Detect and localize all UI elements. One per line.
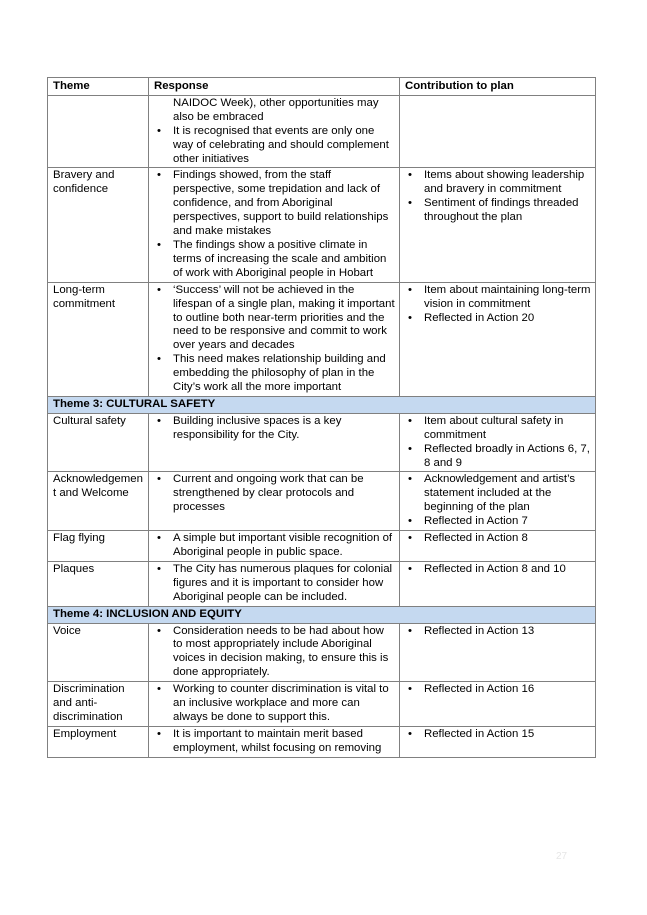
table-row: [48, 561, 596, 606]
contribution-list: [405, 473, 591, 529]
contribution-item: • Reflected in Action 13: [405, 625, 591, 639]
response-list: [154, 563, 395, 605]
contribution-cell: [400, 168, 596, 282]
theme-cell: Discrimination and anti-discrimination: [48, 682, 149, 727]
theme-heading-row: [48, 606, 596, 623]
table-row: [48, 472, 596, 531]
response-list: [154, 532, 395, 560]
theme-heading: Theme 4: INCLUSION AND EQUITY: [48, 606, 596, 623]
response-cell: [149, 472, 400, 531]
response-list: [154, 625, 395, 681]
table-header-row: [48, 78, 596, 96]
response-cell: [149, 726, 400, 757]
response-list: [154, 473, 395, 515]
response-cell: [149, 413, 400, 472]
contribution-item: • Reflected in Action 8 and 10: [405, 563, 591, 577]
contribution-cell: [400, 472, 596, 531]
contribution-cell: [400, 623, 596, 682]
table-row: [48, 413, 596, 472]
theme-cell: Cultural safety: [48, 413, 149, 472]
contribution-list: [405, 563, 591, 577]
response-item: • ‘Success’ will not be achieved in the lifespan of a single plan, making it important to outline both near-term priorities and the need to be responsive and commit to work over years and decades: [154, 284, 395, 354]
contribution-cell: [400, 561, 596, 606]
theme-cell: Flag flying: [48, 531, 149, 562]
response-list: [154, 683, 395, 725]
theme-heading: Theme 3: CULTURAL SAFETY: [48, 396, 596, 413]
contribution-item: • Acknowledgement and artist’s statement included at the beginning of the plan: [405, 473, 591, 515]
theme-cell: Employment: [48, 726, 149, 757]
response-item: • It is recognised that events are only one way of celebrating and should complement other initiatives: [154, 125, 395, 167]
response-cell: [149, 682, 400, 727]
table-row: [48, 531, 596, 562]
response-item: • The findings show a positive climate in terms of increasing the scale and ambition of work with Aboriginal people in Hobart: [154, 239, 395, 281]
response-list: [154, 728, 395, 756]
response-cell: [149, 623, 400, 682]
theme-cell: [48, 95, 149, 168]
response-item: NAIDOC Week), other opportunities may also be embraced: [173, 96, 379, 123]
response-item: • This need makes relationship building and embedding the philosophy of plan in the City’s work all the more important: [154, 353, 395, 395]
contribution-list: [405, 284, 591, 326]
table-row: [48, 168, 596, 282]
contribution-item: • Reflected in Action 16: [405, 683, 591, 697]
response-list: [154, 415, 395, 443]
contribution-list: [405, 728, 591, 742]
contribution-item: • Reflected in Action 7: [405, 515, 591, 529]
contribution-cell: [400, 726, 596, 757]
theme-cell: Voice: [48, 623, 149, 682]
contribution-cell: [400, 95, 596, 168]
header-theme: Theme: [48, 78, 149, 96]
contribution-list: [405, 169, 591, 225]
contribution-list: [405, 683, 591, 697]
contribution-cell: [400, 682, 596, 727]
response-cell: [149, 168, 400, 282]
table-body: [48, 95, 596, 757]
contribution-item: • Items about showing leadership and bravery in commitment: [405, 169, 591, 197]
response-item: • The City has numerous plaques for colonial figures and it is important to consider how Aboriginal people can be included.: [154, 563, 395, 605]
response-list: [154, 284, 395, 395]
contribution-cell: [400, 282, 596, 396]
page-number: 27: [556, 851, 568, 862]
themes-table: [47, 77, 596, 758]
contribution-item: • Reflected in Action 15: [405, 728, 591, 742]
response-item: • Building inclusive spaces is a key responsibility for the City.: [154, 415, 395, 443]
theme-heading-row: [48, 396, 596, 413]
response-cell: [149, 95, 400, 168]
contribution-list: [405, 415, 591, 471]
theme-cell: Plaques: [48, 561, 149, 606]
response-cell: [149, 282, 400, 396]
table-row: [48, 282, 596, 396]
theme-cell: Bravery and confidence: [48, 168, 149, 282]
response-item: • It is important to maintain merit based employment, whilst focusing on removing: [154, 728, 395, 756]
table-row: [48, 726, 596, 757]
contribution-item: • Reflected in Action 8: [405, 532, 591, 546]
contribution-list: [405, 625, 591, 639]
response-item: • A simple but important visible recognition of Aboriginal people in public space.: [154, 532, 395, 560]
contribution-list: [405, 532, 591, 546]
contribution-item: • Item about maintaining long-term vision in commitment: [405, 284, 591, 312]
contribution-cell: [400, 531, 596, 562]
contribution-item: • Sentiment of findings threaded throughout the plan: [405, 197, 591, 225]
response-cell: [149, 561, 400, 606]
response-item: • Findings showed, from the staff perspective, some trepidation and lack of confidence, and from Aboriginal perspectives, support to build relationships and make mistakes: [154, 169, 395, 239]
response-item: • Current and ongoing work that can be strengthened by clear protocols and processes: [154, 473, 395, 515]
response-cell: [149, 531, 400, 562]
response-item: • Consideration needs to be had about how to most appropriately include Aboriginal voices in decision making, to ensure this is done appropriately.: [154, 625, 395, 681]
contribution-cell: [400, 413, 596, 472]
response-item: • Working to counter discrimination is vital to an inclusive workplace and more can always be done to support this.: [154, 683, 395, 725]
theme-cell: Long-term commitment: [48, 282, 149, 396]
theme-cell: Acknowledgement and Welcome: [48, 472, 149, 531]
response-list: [154, 97, 395, 167]
contribution-item: • Reflected in Action 20: [405, 312, 591, 326]
header-response: Response: [149, 78, 400, 96]
table-row: [48, 682, 596, 727]
table-row: [48, 95, 596, 168]
response-list: [154, 169, 395, 280]
header-contribution: Contribution to plan: [400, 78, 596, 96]
table-row: [48, 623, 596, 682]
contribution-item: • Reflected broadly in Actions 6, 7, 8 and 9: [405, 443, 591, 471]
contribution-item: • Item about cultural safety in commitment: [405, 415, 591, 443]
